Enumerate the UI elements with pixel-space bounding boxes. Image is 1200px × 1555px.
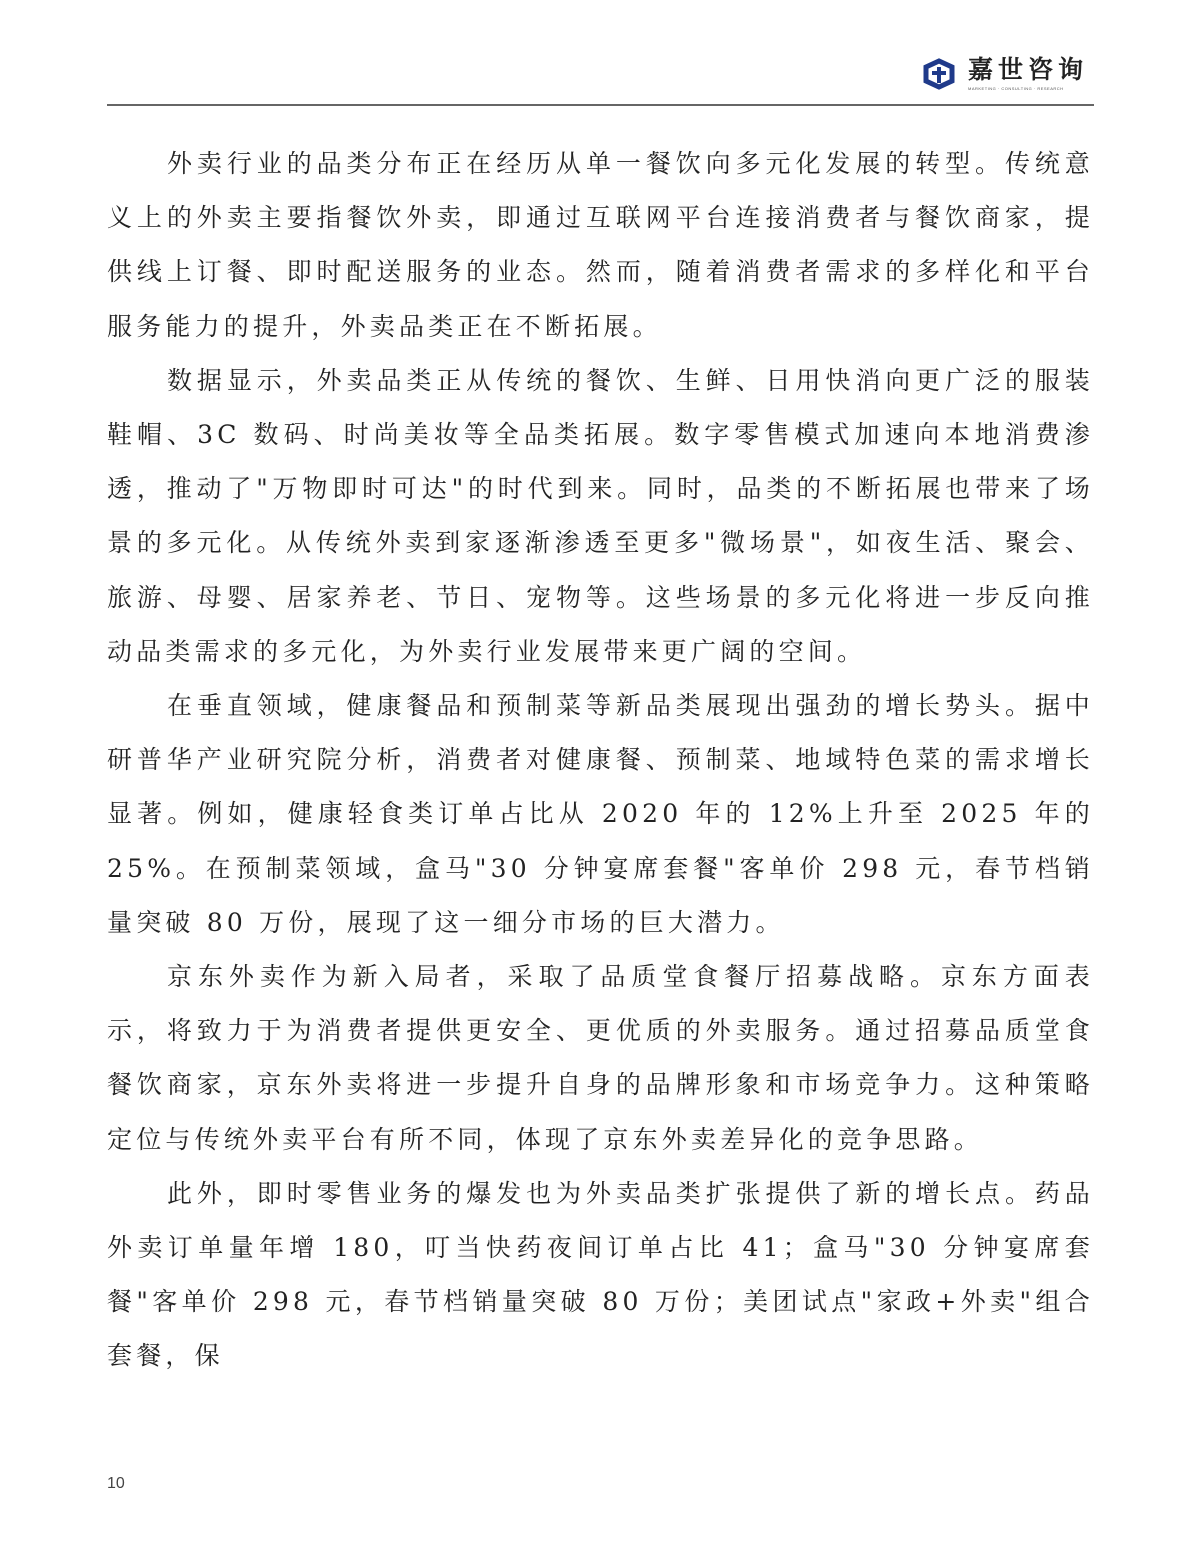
brand-tagline: MARKETING · CONSULTING · RESEARCH — [968, 86, 1064, 91]
paragraph: 京东外卖作为新入局者，采取了品质堂食餐厅招募战略。京东方面表示，将致力于为消费者提供更安全、更优质的外卖服务。通过招募品质堂食餐饮商家，京东外卖将进一步提升自身的品牌形象和市场竞争力。这种策略定位与传统外卖平台有所不同，体现了京东外卖差异化的竞争思路。 — [107, 962, 1094, 1154]
paragraph: 数据显示，外卖品类正从传统的餐饮、生鲜、日用快消向更广泛的服装鞋帽、3C 数码、时尚美妆等全品类拓展。数字零售模式加速向本地消费渗透，推动了"万物即时可达"的时代到来。同时，品类的不断拓展也带来了场景的多元化。从传统外卖到家逐渐渗透至更多"微场景"，如夜生活、聚会、旅游、母婴、居家养老、节日、宠物等。这些场景的多元化将进一步反向推动品类需求的多元化，为外卖行业发展带来更广阔的空间。 — [107, 365, 1094, 666]
logo-mark-icon — [922, 57, 956, 91]
paragraph: 此外，即时零售业务的爆发也为外卖品类扩张提供了新的增长点。药品外卖订单量年增 180，叮当快药夜间订单占比 41；盒马"30 分钟宴席套餐"客单价 298 元，春节档销量突破 80 万份；美团试点"家政+外卖"组合套餐，保 — [107, 1178, 1094, 1371]
brand-logo — [922, 56, 1088, 91]
brand-name: 嘉世咨询 — [968, 55, 1089, 84]
paragraph: 在垂直领域，健康餐品和预制菜等新品类展现出强劲的增长势头。据中研普华产业研究院分析，消费者对健康餐、预制菜、地域特色菜的需求增长显著。例如，健康轻食类订单占比从 2020 年的 12%上升至 2025 年的 25%。在预制菜领域，盒马"30 分钟宴席套餐"客单价 298 元，春节档销量突破 80 万份，展现了这一细分市场的巨大潜力。 — [107, 691, 1094, 937]
paragraph: 外卖行业的品类分布正在经历从单一餐饮向多元化发展的转型。传统意义上的外卖主要指餐饮外卖，即通过互联网平台连接消费者与餐饮商家，提供线上订餐、即时配送服务的业态。然而，随着消费者需求的多样化和平台服务能力的提升，外卖品类正在不断拓展。 — [107, 149, 1094, 341]
page-number: 10 — [107, 1475, 125, 1492]
document-body — [107, 137, 1094, 1384]
header-divider — [107, 104, 1094, 106]
